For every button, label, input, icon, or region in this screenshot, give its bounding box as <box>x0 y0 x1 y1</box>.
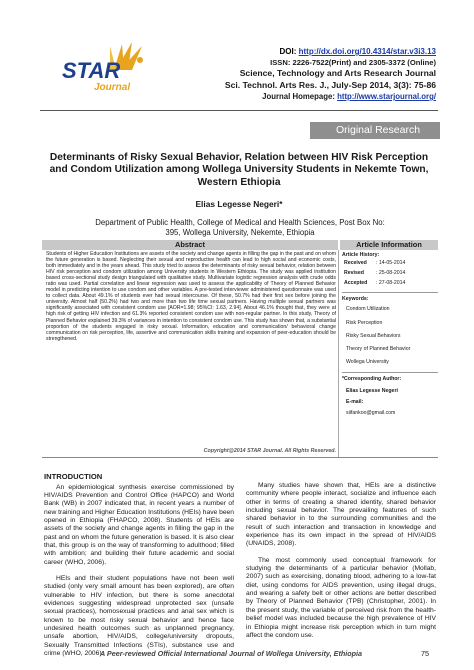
affiliation: Department of Public Health, College of Medical and Health Sciences, Post Box No: 395, Wollega University, Nekemte, Ethiopia <box>95 218 385 237</box>
corresponding-name: Elias Legesse Negeri <box>346 387 398 394</box>
body-paragraph: The most commonly used conceptual framework for studying the determinants of a particular behavior (Mollab, 2007) such as exercising, donating blood, adhering to a low-fat diet, using condoms for AIDS prevention, using illegal drugs, and wearing a safety belt or other actions are better described by Theory of Planned Behavior (TPB) (Christopher, 2001). In the present study, the variable of perceived risk from the health-belief model was included because the high prevalence of HIV in Ethiopia might increase risk perception which in turn might affect the condom use. <box>246 556 436 639</box>
homepage-link[interactable]: http://www.starjournal.org/ <box>337 92 436 101</box>
article-title: Determinants of Risky Sexual Behavior, Relation between HIV Risk Perception and Condom Utilization among Wollega University Students in Nekemte Town, Western Ethiopia <box>49 152 429 188</box>
left-column <box>44 472 234 666</box>
revised-value: : 25-08-2014 <box>376 270 406 277</box>
journal-meta <box>186 46 436 102</box>
column-divider <box>338 250 339 458</box>
revised-label: Revised <box>344 270 364 277</box>
doi-link[interactable]: http://dx.doi.org/10.4314/star.v3i3.13 <box>298 47 436 56</box>
issn: ISSN: 2226-7522(Print) and 2305-3372 (Online) <box>270 58 436 67</box>
logo-subtext: Journal <box>94 82 131 93</box>
logo-dot <box>137 57 143 63</box>
citation: Sci. Technol. Arts Res. J., July-Sep 2014, 3(3): 75-86 <box>224 79 436 90</box>
accepted-label: Accepted <box>344 280 368 287</box>
keyword: Condom Utilization <box>346 306 390 313</box>
page-number: 75 <box>421 649 429 658</box>
footer-text: A Peer-reviewed Official International Journal of Wollega University, Ethiopia <box>100 649 363 658</box>
keywords-label: Keywords: <box>342 296 369 303</box>
article-info-panel <box>342 252 438 416</box>
homepage-line <box>186 91 436 102</box>
article-info-heading: Article Information <box>340 240 438 250</box>
keyword: Risky Sexual Behaviors <box>346 332 401 339</box>
section-heading-introduction: INTRODUCTION <box>44 472 103 481</box>
right-column <box>246 482 436 648</box>
logo-text: STAR <box>62 58 121 83</box>
article-type-badge: Original Research <box>310 122 440 139</box>
abstract-text <box>46 251 336 342</box>
keyword: Risk Perception <box>346 319 383 326</box>
abstract-bottom-rule <box>42 457 438 458</box>
received-row <box>342 260 438 270</box>
keyword: Theory of Planned Behavior <box>346 346 411 353</box>
received-label: Received <box>344 260 367 267</box>
abstract-box <box>42 240 438 458</box>
accepted-value: : 27-08-2014 <box>376 280 406 287</box>
email-value[interactable]: siifankoo@gmail.com <box>346 410 396 417</box>
doi-line <box>186 46 436 57</box>
header-rule <box>40 110 438 111</box>
received-value: : 14-05-2014 <box>376 260 406 267</box>
star-journal-logo <box>54 40 166 102</box>
keyword: Wollega University <box>346 359 389 366</box>
divider <box>342 292 438 293</box>
journal-name: Science, Technology and Arts Research Journal <box>239 68 436 78</box>
corresponding-label: *Corresponding Author: <box>342 376 402 383</box>
body-paragraph: Many studies have shown that, HEIs are a distinctive community where people interact, socialize and influence each other in terms of creating a shared identity, shared behavior including sexual behavior. The prevailing features of such shared behavior in to the surrounding communities and the result of such interaction and transaction in knowledge and experience has its own impact in the spread of HIV/AIDS (UNAIDS, 2008). <box>246 482 436 548</box>
doi-label: DOI: <box>279 47 299 56</box>
abstract-paragraph: Students of Higher Education Institutions are assets of the society and change agents in filling the gap in the past and on whom the future generation is based. Neglecting their sexual and reproductive health can lead to high social and economic costs, both immediately and in the years ahead. This study tried to assess the determinants of risky sexual behavior, relation between HIV risk perception and condom utilization among University students in Western Ethiopia. The study was applied institution based cross-sectional study design triangulated with qualitative study. Multivariate logistic regression analysis with crude odds ratio was used. Partial correlation and linear regression was used to assess the applicability of Theory of Planned Behavior model in predicting intention to use condom and other variables. A pre-tested interviewer administered questionnaire was used to collect data. About 49.1% of students ever had sexual intercourse. Of these, 50.7% had their first sex before joining the university. Almost half (50.2%) had two and more than two life time sexual partners. Having multiple sexual partners was significantly associated with consistent condom use [AOR=1.98; 95%CI: 1.63, 2.94]. About 46.1% thought that, they were at high risk of getting HIV infection and 61.3% reported consistent condom use with non-regular partner. In this study, Theory of Planned Behavior explained 39.3% of variances in intention to consistent condom use. This study has shown that, a substantial proportion of the students engaged in risky sexual. Information, education and communication/ behavioral change communication on risk perception, life, assertive and communication skills training and expansion of peer-education should be strengthened. <box>46 251 336 342</box>
body-paragraph: HEIs and their student populations have not been well studied (only very small amount has been explored), are often vulnerable to HIV infection, but there is some anecdotal evidences suggesting widespread unprotected sex (unsafe sexual practices), homosexual practices and anal sex which is known to be most risky sexual behavior and hence face undesired health outcomes such as unplanned pregnancy, unsafe abortion, HIV/AIDS, college/university dropouts, Sexually Transmitted Infections (STIs), substance use and crime (WHO, 2006). <box>44 574 234 658</box>
author-name: Elias Legesse Negeri* <box>195 199 283 209</box>
copyright: Copyright@2014 STAR Journal. All Rights Reserved. <box>203 448 336 454</box>
email-label: E-mail: <box>346 398 364 405</box>
body-paragraph: An epidemiological synthesis exercise commissioned by HIV/AIDS Prevention and Control Office (HAPCO) and World Bank (WB) in 2007 indicated that, in recent years a number of new training and Higher Education Institutions (HEIs) have been opened in Ethiopia (FHAPCO, 2008). Students of HEIs are assets of the society and change agents in filling the gap in the past and on whom the future generation is based. It is also clear that, this group is on the way of transforming to adulthood; filled with ambition; and building their future academic and social career (WHO, 2006). <box>44 483 234 566</box>
accepted-row <box>342 280 438 290</box>
divider <box>342 372 438 373</box>
abstract-heading: Abstract <box>42 240 338 250</box>
history-label: Article History: <box>342 252 380 258</box>
homepage-label: Journal Homepage: <box>262 92 338 101</box>
revised-row <box>342 270 438 280</box>
